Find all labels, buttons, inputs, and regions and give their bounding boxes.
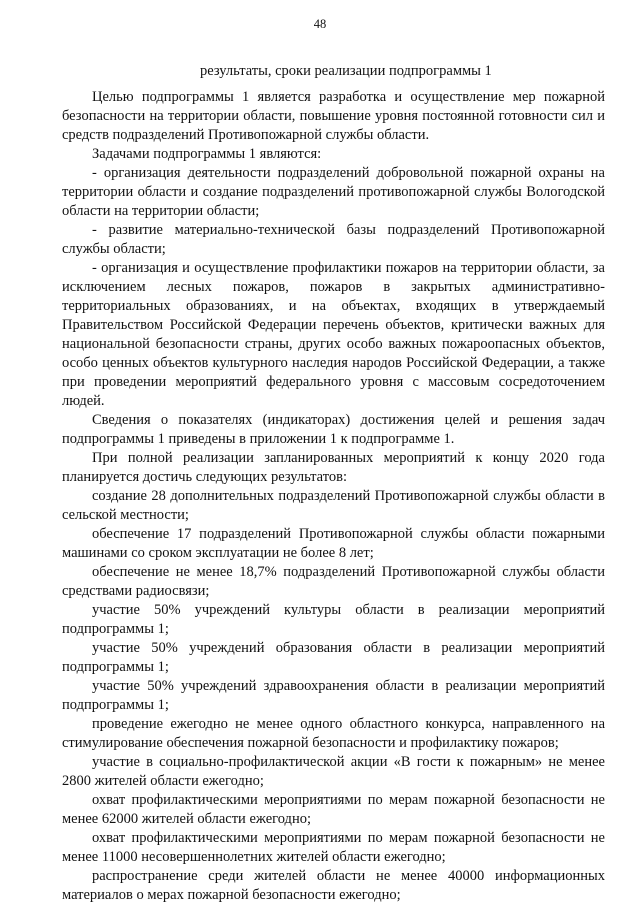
- result-item: проведение ежегодно не менее одного областного конкурса, направленного на стимулирование обеспечения пожарной безопасности и профилактику пожаров;: [62, 716, 605, 751]
- paragraph-goal: Целью подпрограммы 1 является разработка и осуществление мер пожарной безопасности на территории области, повышение уровня постоянной готовности сил и средств подразделений Противопожарной службы области.: [62, 89, 605, 143]
- paragraph-indicators: Сведения о показателях (индикаторах) достижения целей и решения задач подпрограммы 1 приведены в приложении 1 к подпрограмме 1.: [62, 412, 605, 447]
- paragraph-task-3: - организация и осуществление профилактики пожаров на территории области, за исключением лесных пожаров, пожаров в закрытых административно-территориальных образованиях, и на объектах, входящих в утверждаемый Правительством Российской Федерации перечень объектов, критически важных для национальной безопасности страны, других особо важных пожароопасных объектов, особо ценных объектов культурного наследия народов Российской Федерации, а также при проведении мероприятий федерального уровня с массовым сосредоточением людей.: [62, 260, 605, 409]
- paragraph-results-intro: При полной реализации запланированных мероприятий к концу 2020 года планируется достичь следующих результатов:: [62, 450, 605, 485]
- result-item: создание 28 дополнительных подразделений Противопожарной службы области в сельской местности;: [62, 488, 605, 523]
- paragraph-task-2: - развитие материально-технической базы подразделений Противопожарной службы области;: [62, 222, 605, 257]
- result-item: участие 50% учреждений здравоохранения области в реализации мероприятий подпрограммы 1;: [62, 678, 605, 713]
- section-heading: результаты, сроки реализации подпрограммы 1: [200, 63, 492, 79]
- result-item: охват профилактическими мероприятиями по мерам пожарной безопасности не менее 62000 жителей области ежегодно;: [62, 792, 605, 827]
- result-item: участие в социально-профилактической акции «В гости к пожарным» не менее 2800 жителей области ежегодно;: [62, 754, 605, 789]
- result-item: охват профилактическими мероприятиями по мерам пожарной безопасности не менее 11000 несовершеннолетних жителей области ежегодно;: [62, 830, 605, 865]
- result-item: обеспечение не менее 18,7% подразделений Противопожарной службы области средствами радиосвязи;: [62, 564, 605, 599]
- paragraph-task-1: - организация деятельности подразделений добровольной пожарной охраны на территории области и создание подразделений противопожарной службы Вологодской области на территории области;: [62, 165, 605, 219]
- result-item: участие 50% учреждений культуры области в реализации мероприятий подпрограммы 1;: [62, 602, 605, 637]
- result-item: участие 50% учреждений образования области в реализации мероприятий подпрограммы 1;: [62, 640, 605, 675]
- document-body: [62, 88, 605, 905]
- result-item: распространение среди жителей области не менее 40000 информационных материалов о мерах пожарной безопасности ежегодно;: [62, 868, 605, 903]
- page-number: 48: [313, 17, 327, 31]
- paragraph-tasks-intro: Задачами подпрограммы 1 являются:: [92, 146, 322, 162]
- result-item: обеспечение 17 подразделений Противопожарной службы области пожарными машинами со сроком эксплуатации не более 8 лет;: [62, 526, 605, 561]
